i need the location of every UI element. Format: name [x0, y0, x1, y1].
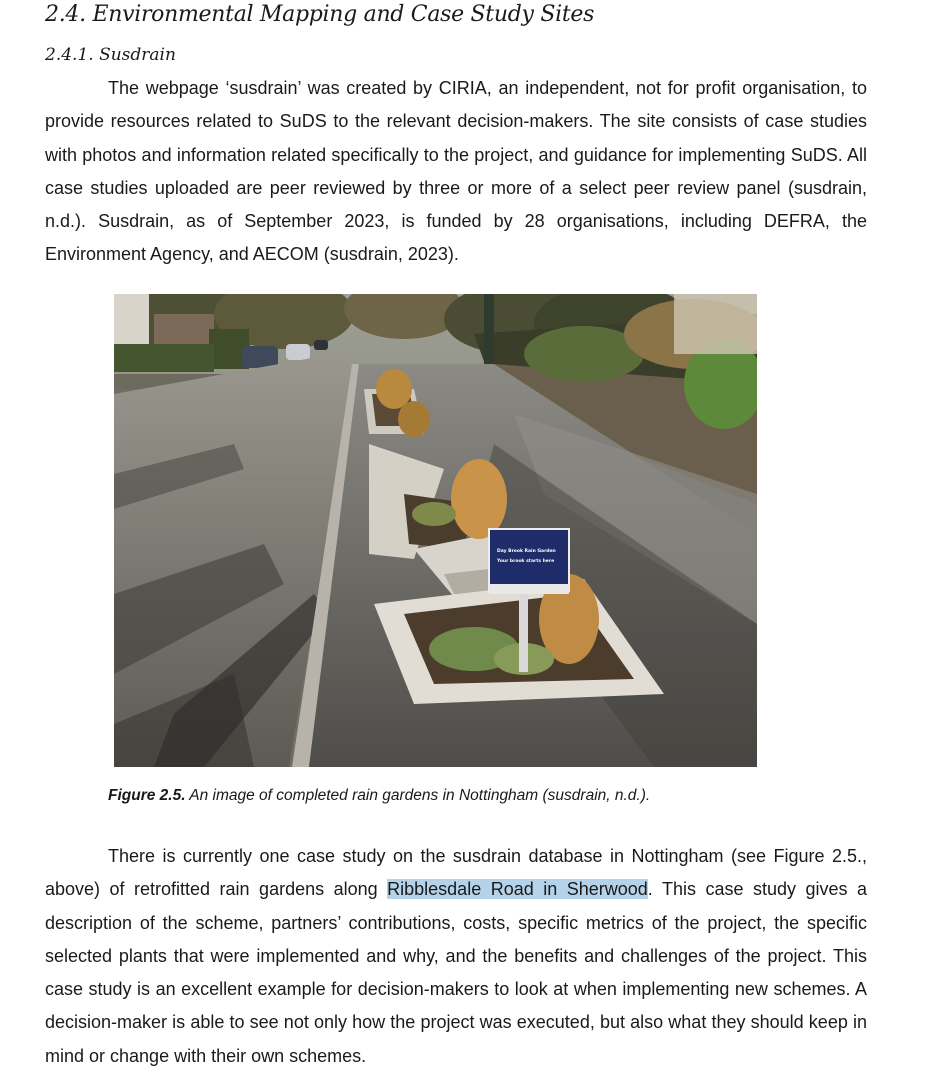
- figure-caption: [108, 784, 650, 808]
- rain-garden-photo-drawing: [114, 294, 757, 767]
- paragraph-case-study: [45, 840, 867, 1073]
- figure-label: Figure 2.5.: [108, 787, 186, 804]
- paragraph-2-after: . This case study gives a description of the scheme, partners’ contributions, costs, specific metrics of the project, the specific selected plants that were implemented and why, and the benefits and challenges of the project. This case study is an excellent example for decision-makers to look at when implementing new schemes. A decision-maker is able to see not only how the project was executed, but also what they should keep in mind or change with their own schemes.: [45, 879, 867, 1066]
- paragraph-2-before: There is currently one case study on the susdrain database in Nottingham (see Figure 2.5., above) of retrofitted rain gardens along: [45, 846, 867, 900]
- paragraph-1-text: The webpage ‘susdrain’ was created by CIRIA, an independent, not for profit organisation, to provide resources related to SuDS to the relevant decision-makers. The site consists of case studies with photos and information related specifically to the project, and guidance for implementing SuDS. All case studies uploaded are peer reviewed by three or more of a select peer review panel (susdrain, n.d.). Susdrain, as of September 2023, is funded by 28 organisations, including DEFRA, the Environment Agency, and AECOM (susdrain, 2023).: [45, 78, 867, 265]
- paragraph-susdrain-intro: [45, 72, 867, 272]
- sign-line-1: Day Brook Rain Garden: [497, 549, 556, 554]
- highlighted-text[interactable]: Ribblesdale Road in Sherwood: [387, 879, 648, 900]
- section-heading: 2.4. Environmental Mapping and Case Study Sites: [45, 2, 595, 27]
- figure-caption-text: An image of completed rain gardens in Nottingham (susdrain, n.d.).: [189, 787, 651, 804]
- rain-garden-photo: [114, 294, 757, 767]
- subsection-heading: 2.4.1. Susdrain: [45, 45, 176, 65]
- sign-line-2: Your brook starts here: [497, 559, 555, 564]
